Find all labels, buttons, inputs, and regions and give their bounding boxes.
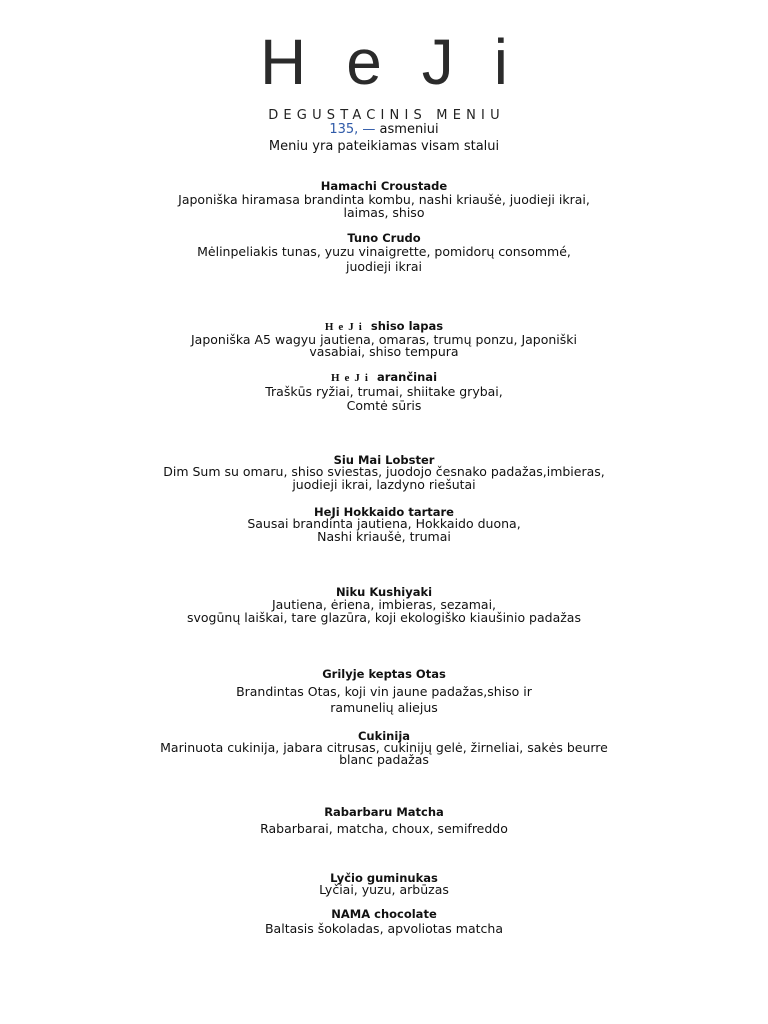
course-desc: Brandintas Otas, koji vin jaune padažas,shiso ir [236,684,532,699]
price-line [0,122,768,138]
course-title: Tuno Crudo [347,231,421,245]
course-title: HeJi Hokkaido tartare [314,505,454,519]
course-title-text: arančinai [376,370,438,384]
course-title-text: shiso lapas [370,319,444,333]
course-desc: Lyčiai, yuzu, arbūzas [319,882,449,897]
course-desc: Rabarbarai, matcha, choux, semifreddo [260,821,508,836]
course-desc: Traškūs ryžiai, trumai, shiitake grybai, [265,384,503,399]
course-desc: Marinuota cukinija, jabara citrusas, cukinijų gelė, žirneliai, sakės beurre [160,740,608,755]
course-title [0,370,768,385]
course-title: Siu Mai Lobster [333,453,435,467]
course-title: Lyčio guminukas [330,871,438,885]
course-desc: svogūnų laiškai, tare glazūra, koji ekologiško kiaušinio padažas [186,610,581,625]
course-desc: juodieji ikrai [345,259,423,274]
course-desc: laimas, shiso [343,205,425,220]
brand-mark: HeJi [324,321,367,333]
course-desc: Japoniška A5 wagyu jautiena, omaras, trumų ponzu, Japoniški [191,332,577,347]
course-desc: juodieji ikrai, lazdyno riešutai [292,477,476,492]
course-desc: Japoniška hiramasa brandinta kombu, nashi kriaušė, juodieji ikrai, [178,192,590,207]
course-desc: Sausai brandinta jautiena, Hokkaido duona, [247,516,521,531]
menu-note: Meniu yra pateikiamas visam stalui [268,139,500,154]
course-desc: Mėlinpeliakis tunas, yuzu vinaigrette, pomidorų consommé, [197,244,571,259]
course-title: Hamachi Croustade [320,179,448,193]
course-title: Grilyje keptas Otas [322,667,446,681]
course-desc: Dim Sum su omaru, shiso sviestas, juodojo česnako padažas,imbieras, [163,464,605,479]
course-desc: Nashi kriaušė, trumai [317,529,451,544]
course-desc: vasabiai, shiso tempura [309,344,459,359]
brand-mark: HeJi [330,372,373,384]
course-title: Rabarbaru Matcha [324,805,444,819]
course-desc: Comtė sūris [346,398,422,413]
course-title: Niku Kushiyaki [335,585,433,599]
course-desc: Jautiena, ėriena, imbieras, sezamai, [271,597,497,612]
logo: HeJi [259,26,549,98]
menu-subtitle: DEGUSTACINIS MENIU [268,108,505,123]
course-title: NAMA chocolate [331,907,437,921]
course-desc: ramunelių aliejus [330,700,438,715]
course-title: Cukinija [357,729,411,743]
course-desc: Baltasis šokoladas, apvoliotas matcha [264,921,503,936]
price-value: 135, — [329,122,376,137]
price-suffix: asmeniui [375,122,439,137]
course-desc: blanc padažas [339,752,429,767]
